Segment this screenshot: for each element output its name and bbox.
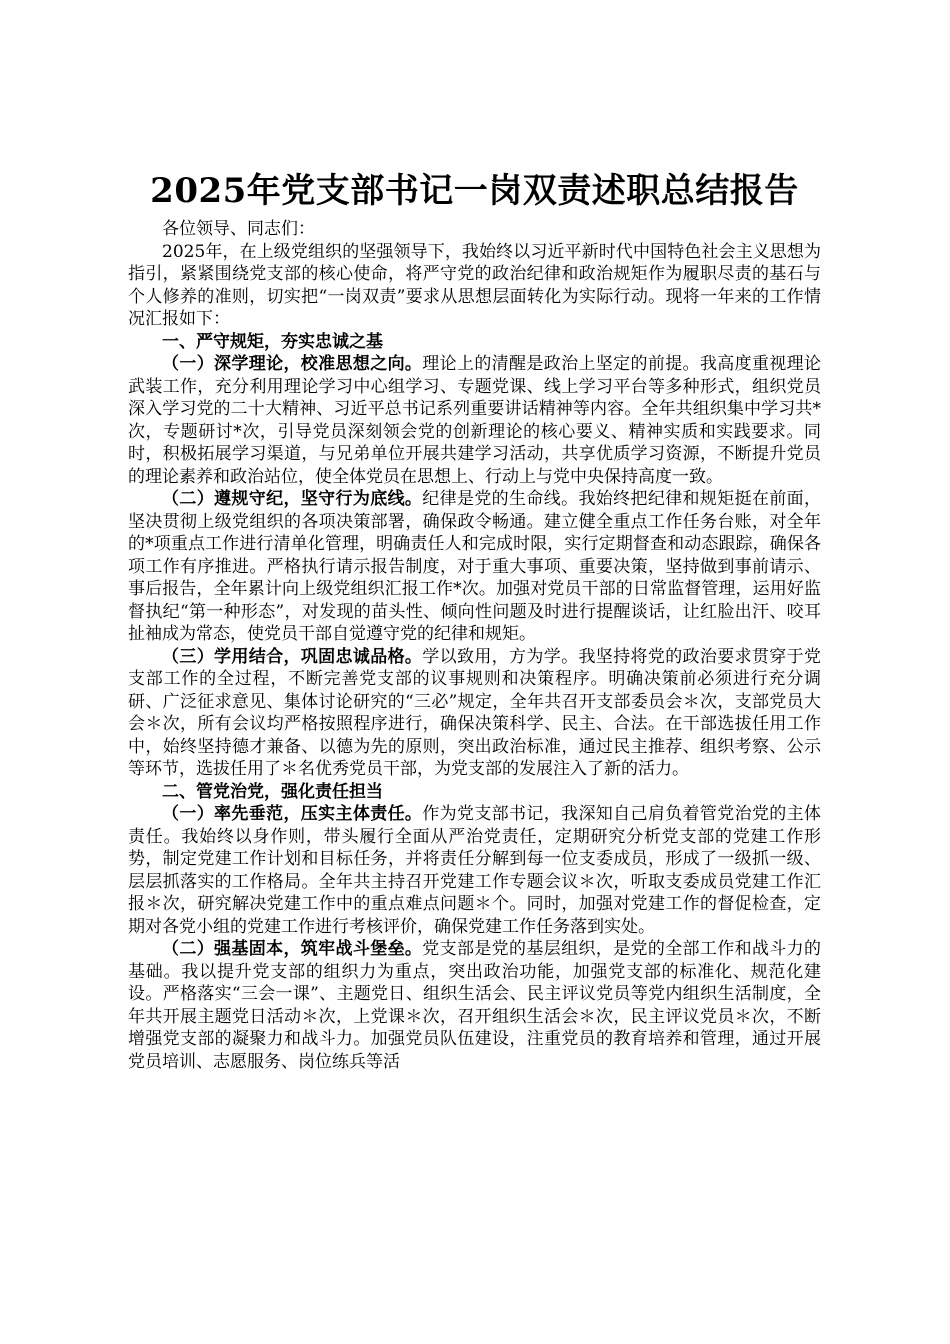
document-title: 2025年党支部书记一岗双责述职总结报告 xyxy=(150,171,799,211)
subsection-text: 学以致用，方为学。我坚持将党的政治要求贯穿于党支部工作的全过程，不断完善党支部的议事规则和决策程序。明确决策前必须进行充分调研、广泛征求意见、集体讨论研究的“三必”规定，全年共召开支部委员会＊次，支部党员大会＊次，所有会议均严格按照程序进行，确保决策科学、民主、合法。在干部选拔任用工作中，始终坚持德才兼备、以德为先的原则，突出政治标准，通过民主推荐、组织考察、公示等环节，选拔任用了＊名优秀党员干部，为党支部的发展注入了新的活力。 xyxy=(128,646,822,779)
intro-paragraph: 2025年，在上级党组织的坚强领导下，我始终以习近平新时代中国特色社会主义思想为指引，紧紧围绕党支部的核心使命，将严守党的政治纪律和政治规矩作为履职尽责的基石与个人修养的准则，切实把“一岗双责”要求从思想层面转化为实际行动。现将一年来的工作情况汇报如下： xyxy=(128,241,821,329)
section-heading: 二、管党治党，强化责任担当 xyxy=(162,781,383,802)
document-page xyxy=(128,170,821,1073)
section-paragraph xyxy=(128,488,821,646)
subsection-text: 党支部是党的基层组织，是党的全部工作和战斗力的基础。我以提升党支部的组织力为重点，突出政治功能，加强党支部的标准化、规范化建设。严格落实“三会一课”、主题党日、组织生活会、民主评议党员等党内组织生活制度，全年共开展主题党日活动＊次，上党课＊次，召开组织生活会＊次，民主评议党员＊次，不断增强党支部的凝聚力和战斗力。加强党员队伍建设，注重党员的教育培养和管理，通过开展党员培训、志愿服务、岗位练兵等活 xyxy=(128,939,822,1072)
subsection-heading: （二）遵规守纪，坚守行为底线。 xyxy=(162,489,423,509)
subsection-heading: （三）学用结合，巩固忠诚品格。 xyxy=(162,646,423,667)
section-paragraph xyxy=(128,646,821,781)
section-paragraph xyxy=(128,803,821,938)
subsection-text: 纪律是党的生命线。我始终把纪律和规矩挺在前面，坚决贯彻上级党组织的各项决策部署，确保政令畅通。建立健全重点工作任务台账，对全年的*项重点工作进行清单化管理，明确责任人和完成时限，实行定期督查和动态跟踪，确保各项工作有序推进。严格执行请示报告制度，对于重大事项、重要决策，坚持做到事前请示、事后报告，全年累计向上级党组织汇报工作*次。加强对党员干部的日常监督管理，运用好监督执纪“第一种形态”，对发现的苗头性、倾向性问题及时进行提醒谈话，让红脸出汗、咬耳扯袖成为常态，使党员干部自觉遵守党的纪律和规矩。 xyxy=(128,489,822,644)
subsection-heading: （一）深学理论，校准思想之向。 xyxy=(162,354,423,374)
subsection-heading: （一）率先垂范，压实主体责任。 xyxy=(162,804,423,824)
section-paragraph xyxy=(128,353,821,488)
salutation: 各位领导、同志们： xyxy=(162,219,315,239)
subsection-text: 作为党支部书记，我深知自己肩负着管党治党的主体责任。我始终以身作则，带头履行全面从严治党责任，定期研究分析党支部的党建工作形势，制定党建工作计划和目标任务，并将责任分解到每一位支委成员，形成了一级抓一级、层层抓落实的工作格局。全年共主持召开党建工作专题会议＊次，听取支委成员党建工作汇报＊次，研究解决党建工作中的重点难点问题＊个。同时，加强对党建工作的督促检查，定期对各党小组的党建工作进行考核评价，确保党建工作任务落到实处。 xyxy=(128,804,822,937)
subsection-text: 理论上的清醒是政治上坚定的前提。我高度重视理论武装工作，充分利用理论学习中心组学习、专题党课、线上学习平台等多种形式，组织党员深入学习党的二十大精神、习近平总书记系列重要讲话精神等内容。全年共组织集中学习共*次，专题研讨*次，引导党员深刻领会党的创新理论的核心要义、精神实质和实践要求。同时，积极拓展学习渠道，与兄弟单位开展共建学习活动，共享优质学习资源，不断提升党员的理论素养和政治站位，使全体党员在思想上、行动上与党中央保持高度一致。 xyxy=(128,354,822,487)
subsection-heading: （二）强基固本，筑牢战斗堡垒。 xyxy=(162,939,423,959)
section-heading: 一、严守规矩，夯实忠诚之基 xyxy=(162,331,383,352)
section-paragraph xyxy=(128,938,821,1073)
